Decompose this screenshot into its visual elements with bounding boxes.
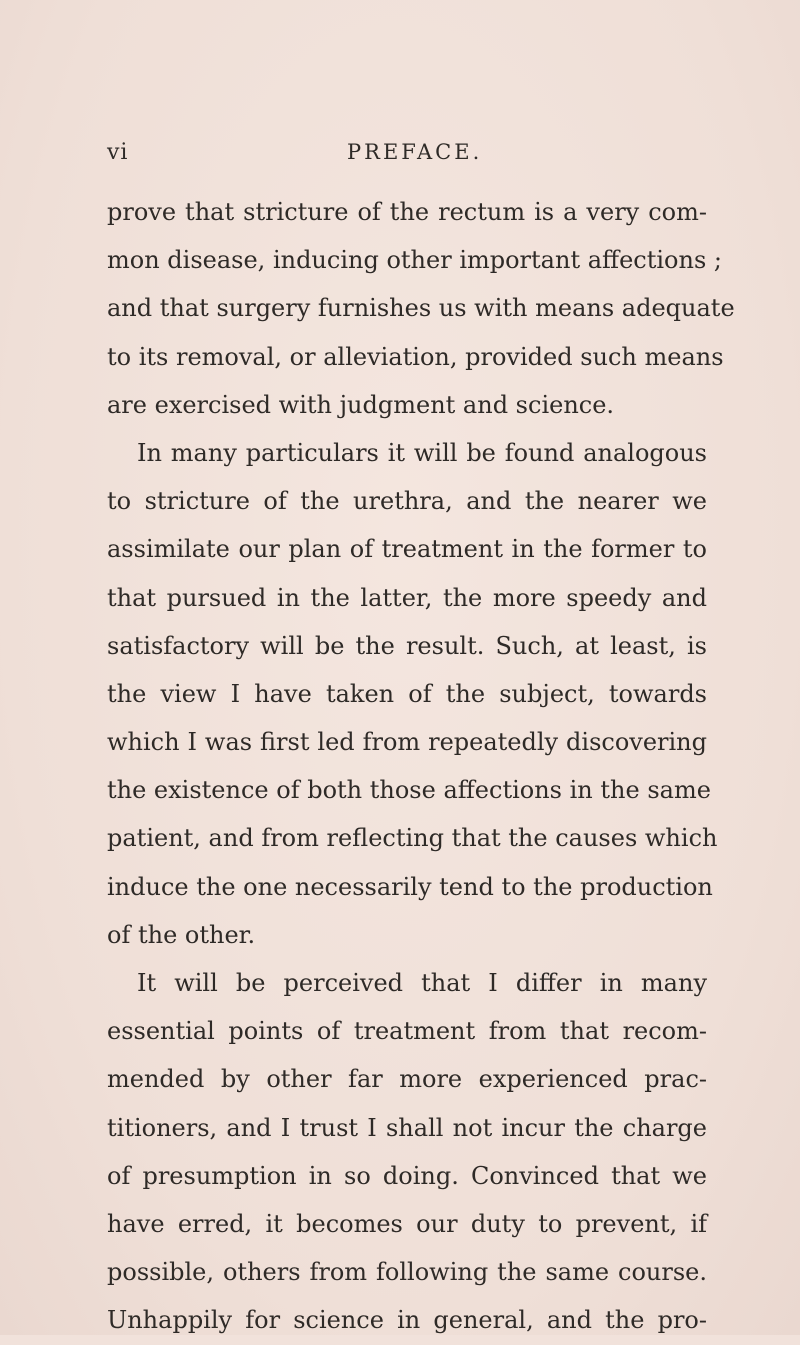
text-line: which I was first led from repeatedly discovering [107, 728, 707, 757]
text-line: In many particulars it will be found analogous [137, 438, 707, 467]
text-line: have erred, it becomes our duty to prevent, if [107, 1209, 707, 1238]
text-line: It will be perceived that I differ in many [137, 969, 707, 997]
text-line: Unhappily for science in general, and the pro- [107, 1306, 707, 1335]
text-line: mended by other far more experienced prac- [107, 1065, 707, 1094]
running-head [107, 140, 707, 174]
text-line: possible, others from following the same course. [107, 1258, 707, 1287]
text-line: are exercised with judgment and science. [107, 390, 615, 419]
text-line: to its removal, or alleviation, provided such means [107, 342, 724, 371]
text-line: titioners, and I trust I shall not incur the charge [107, 1113, 707, 1142]
text-line: satisfactory will be the result. Such, at least, is [107, 631, 707, 660]
body-text [107, 188, 735, 1345]
page-number: vi [107, 140, 129, 165]
text-line: prove that stricture of the rectum is a very com- [107, 198, 707, 226]
running-title: PREFACE. [347, 140, 483, 164]
text-line: of the other. [107, 920, 256, 949]
text-line: assimilate our plan of treatment in the former to [107, 535, 707, 564]
text-line: induce the one necessarily tend to the production [107, 872, 713, 901]
text-line: to stricture of the urethra, and the nearer we [107, 487, 707, 516]
text-line: patient, and from reflecting that the causes which [107, 824, 718, 853]
text-line: of presumption in so doing. Convinced that we [107, 1161, 707, 1190]
text-line: and that surgery furnishes us with means adequate [107, 294, 735, 323]
text-line: mon disease, inducing other important affections ; [107, 246, 722, 275]
text-line: that pursued in the latter, the more speedy and [107, 583, 707, 612]
text-line: essential points of treatment from that recom- [107, 1017, 707, 1046]
text-line: the view I have taken of the subject, towards [107, 679, 707, 708]
text-line: the existence of both those affections in the same [107, 776, 711, 805]
